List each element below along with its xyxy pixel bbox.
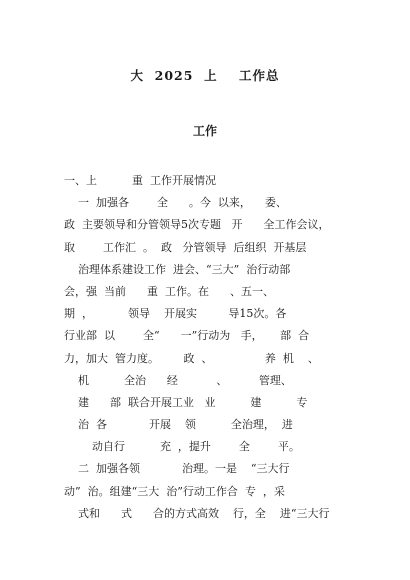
body-line: 一、上 重 工作开展情况	[64, 174, 216, 187]
body-line: 会，强 当前 重 工作。在 、五一、	[64, 284, 274, 298]
body-line: 二 加强各领 治理。一是 “三大行	[64, 462, 290, 476]
body-line: 动自行 充 ，提升 全 平。	[64, 440, 300, 454]
body-line: 政 主要领导和分管领导5次专题 开 全工作会议，	[64, 218, 330, 232]
body-line: 动” 治。组建“三大 治”行动工作合 专 ，采	[64, 484, 285, 498]
body-line: 力，加大 管力度。 政 、 养 机 、	[64, 351, 319, 365]
document-title: 大 2025 上 工作总	[130, 68, 280, 83]
body-line: 期 ， 领导 开展实 导15次。各	[64, 307, 287, 321]
body-line: 治理体系建设工作 进会、“三大” 治行动部	[64, 262, 291, 276]
document-subtitle: 工作	[192, 124, 217, 138]
body-line: 取 工作汇 。 政 分管领导 后组织 开基层	[64, 240, 307, 254]
body-line: 治 各 开展 领 全治理， 进	[64, 418, 293, 432]
body-line: 一 加强各 全 。今 以来， 委、	[64, 196, 287, 210]
body-line: 行业部 以 全“ 一”行动为 手， 部 合	[64, 329, 310, 343]
body-line: 式和 式 合的方式高效 行，全 进“三大行	[64, 506, 330, 520]
body-line: 机 全治 经 、 管理、	[64, 373, 292, 387]
body-line: 建 部 联合开展工业 业 建 专	[64, 395, 308, 409]
document-body	[64, 170, 364, 525]
